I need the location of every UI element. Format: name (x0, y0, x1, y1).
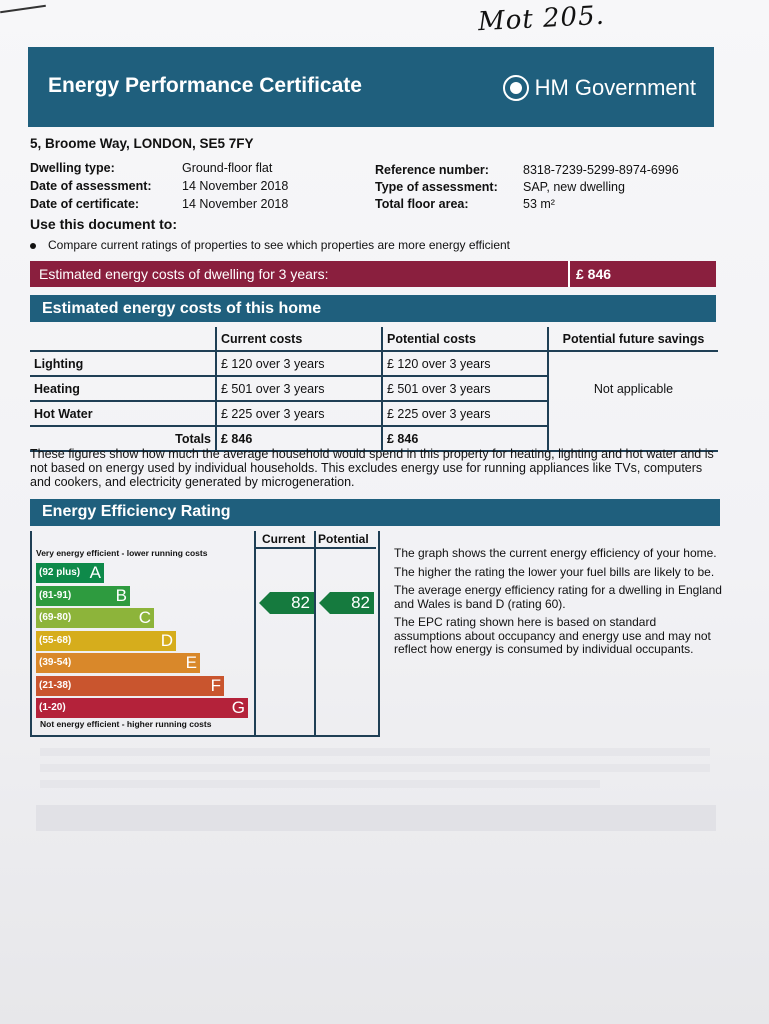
band-letter: B (115, 585, 127, 605)
potential-rating-arrow: 82 (330, 592, 374, 614)
header-current-costs: Current costs (216, 327, 382, 351)
band-range: (21-38) (39, 679, 72, 691)
bullet-icon (30, 243, 36, 249)
band-letter: D (160, 630, 173, 650)
band-letter: G (231, 698, 245, 717)
column-potential: Potential (318, 532, 369, 546)
column-current: Current (262, 532, 306, 546)
band-range: (1-20) (39, 702, 66, 713)
rating-notes (394, 547, 724, 662)
show-through-text (40, 764, 710, 772)
detail-dwelling-type: Dwelling type: Ground-floor flat (30, 161, 273, 175)
band-d (36, 631, 176, 651)
costs-section-heading: Estimated energy costs of this home (30, 295, 716, 322)
note-paragraph: The graph shows the current energy efficiency of your home. (394, 546, 717, 560)
crest-icon (503, 75, 529, 101)
energy-costs-table (30, 327, 718, 452)
band-letter: F (210, 675, 221, 695)
certificate-title: Energy Performance Certificate (48, 74, 362, 97)
header-future-savings: Potential future savings (548, 327, 718, 351)
detail-reference: Reference number: 8318-7239-5299-8974-6996 (375, 163, 679, 177)
costs-header-row (30, 327, 718, 351)
government-logo (503, 75, 696, 101)
band-letter: A (89, 563, 101, 582)
note-paragraph: The EPC rating shown here is based on standard assumptions about occupancy and energy use and may not reflect how energy is consumed by individual occupants. (394, 615, 711, 656)
use-document-bullet: Compare current ratings of properties to see which properties are more energy efficient (30, 238, 510, 252)
band-a (36, 563, 104, 583)
costs-explanation: These figures show how much the average household would spend in this property for heating, lighting and hot water and is not based on energy used by individual households. This excludes energy use for running appliances like TVs, computers and cookers, and electricity generated by microgeneration. (30, 447, 714, 489)
band-c (36, 608, 154, 628)
table-row: Lighting £ 120 over 3 years £ 120 over 3 years Not applicable (30, 351, 718, 376)
legend-most-efficient: Very energy efficient - lower running costs (36, 548, 208, 558)
detail-floor-area: Total floor area: 53 m² (375, 197, 555, 211)
property-address: 5, Broome Way, LONDON, SE5 7FY (30, 136, 254, 151)
three-year-label: Estimated energy costs of dwelling for 3 years: (39, 266, 329, 282)
note-paragraph: The higher the rating the lower your fuel bills are likely to be. (394, 564, 715, 579)
table-row: Heating £ 501 over 3 years £ 501 over 3 years (30, 376, 718, 401)
handwritten-note: Mot 205. (477, 0, 606, 38)
certificate-header (28, 47, 714, 127)
current-rating-arrow: 82 (270, 592, 314, 614)
band-range: (69-80) (39, 612, 72, 623)
future-savings-value: Not applicable (548, 351, 718, 426)
efficiency-section-heading: Energy Efficiency Rating (30, 499, 720, 526)
band-b (36, 586, 130, 606)
note-paragraph: The average energy efficiency rating for a dwelling in England and Wales is band D (rating 60). (394, 583, 722, 611)
table-row: Hot Water £ 225 over 3 years £ 225 over 3 years (30, 401, 718, 426)
detail-assessment-date: Date of assessment: 14 November 2018 (30, 179, 289, 193)
band-f (36, 676, 224, 696)
band-range: (39-54) (39, 657, 72, 668)
three-year-value: £ 846 (568, 261, 611, 287)
header-potential-costs: Potential costs (382, 327, 548, 351)
legend-least-efficient: Not energy efficient - higher running costs (40, 719, 212, 729)
show-through-text (40, 780, 600, 788)
band-range: (55-68) (39, 634, 72, 646)
band-range: (92 plus) (39, 567, 81, 578)
chart-column-headers (254, 531, 374, 549)
show-through-bar (36, 805, 716, 831)
band-g (36, 698, 248, 718)
band-letter: E (185, 653, 197, 672)
band-letter: C (138, 608, 151, 627)
band-range: (81-91) (39, 589, 72, 601)
totals-row: Totals £ 846 £ 846 (30, 426, 718, 451)
detail-certificate-date: Date of certificate: 14 November 2018 (30, 197, 289, 211)
pen-mark (0, 5, 46, 13)
show-through-text (40, 748, 710, 756)
band-e (36, 653, 200, 673)
detail-assessment-type: Type of assessment: SAP, new dwelling (375, 180, 625, 194)
three-year-cost-bar (30, 261, 716, 287)
use-document-title: Use this document to: (30, 216, 178, 232)
government-name: HM Government (534, 75, 696, 100)
